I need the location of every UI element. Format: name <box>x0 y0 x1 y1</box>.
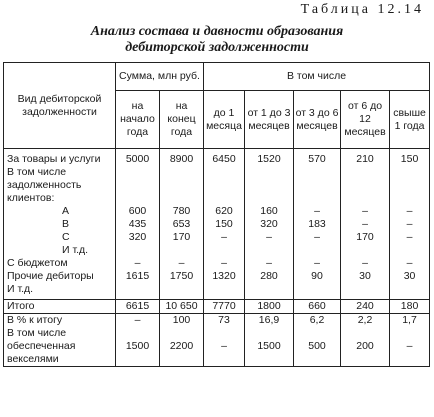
cell-value <box>294 283 341 300</box>
cell-value: 570 <box>294 149 341 167</box>
cell-value: – <box>341 257 390 270</box>
cell-value: 90 <box>294 270 341 283</box>
cell-value: – <box>160 257 204 270</box>
cell-value: 30 <box>390 270 430 283</box>
cell-value: – <box>341 205 390 218</box>
cell-value <box>160 283 204 300</box>
cell-value: 1500 <box>245 327 294 367</box>
table-row <box>4 166 430 205</box>
cell-value: – <box>245 231 294 244</box>
table-title <box>0 24 434 56</box>
title-line-2: дебиторской задолженности <box>125 40 309 55</box>
row-label: В <box>4 218 116 231</box>
cell-value: – <box>390 231 430 244</box>
cell-value: 1615 <box>116 270 160 283</box>
cell-value: 10 650 <box>160 300 204 314</box>
row-label: В том числе задолженность клиентов: <box>4 166 116 205</box>
table-row <box>4 149 430 167</box>
cell-value: 780 <box>160 205 204 218</box>
cell-value: 183 <box>294 218 341 231</box>
header-amount: Сумма, млн руб. <box>116 63 204 91</box>
cell-value: – <box>294 205 341 218</box>
cell-value <box>294 166 341 205</box>
header-year-end: на конец года <box>160 91 204 149</box>
cell-value: 1800 <box>245 300 294 314</box>
cell-value: 16,9 <box>245 314 294 328</box>
cell-value: 6,2 <box>294 314 341 328</box>
cell-value: – <box>245 257 294 270</box>
table-row <box>4 327 430 367</box>
receivables-table <box>3 62 430 367</box>
cell-value: 150 <box>390 149 430 167</box>
cell-value <box>390 166 430 205</box>
table-body <box>4 149 430 367</box>
cell-value: – <box>390 257 430 270</box>
table-row <box>4 218 430 231</box>
header-kind: Вид дебиторской задолженности <box>4 63 116 149</box>
cell-value: 150 <box>204 218 245 231</box>
cell-value: 210 <box>341 149 390 167</box>
cell-value: 170 <box>341 231 390 244</box>
cell-value: 435 <box>116 218 160 231</box>
cell-value: 160 <box>245 205 294 218</box>
cell-value <box>245 244 294 257</box>
cell-value: 240 <box>341 300 390 314</box>
cell-value <box>204 283 245 300</box>
title-line-1: Анализ состава и давности образования <box>90 24 344 39</box>
header-including: В том числе <box>204 63 430 91</box>
cell-value: 6450 <box>204 149 245 167</box>
table-row <box>4 314 430 328</box>
cell-value <box>160 244 204 257</box>
cell-value: – <box>116 314 160 328</box>
cell-value <box>390 283 430 300</box>
header-3-6-months: от 3 до 6 месяцев <box>294 91 341 149</box>
cell-value <box>341 244 390 257</box>
cell-value: 653 <box>160 218 204 231</box>
cell-value: 1750 <box>160 270 204 283</box>
row-label: За товары и услуги <box>4 149 116 167</box>
table-row <box>4 231 430 244</box>
cell-value <box>204 166 245 205</box>
cell-value: 660 <box>294 300 341 314</box>
cell-value: 1520 <box>245 149 294 167</box>
table-row <box>4 270 430 283</box>
cell-value: – <box>390 327 430 367</box>
cell-value: 2200 <box>160 327 204 367</box>
cell-value: 30 <box>341 270 390 283</box>
cell-value <box>204 244 245 257</box>
cell-value: – <box>294 231 341 244</box>
cell-value <box>116 244 160 257</box>
cell-value: 620 <box>204 205 245 218</box>
cell-value: 8900 <box>160 149 204 167</box>
cell-value: 500 <box>294 327 341 367</box>
cell-value <box>390 244 430 257</box>
row-label: И т.д. <box>4 244 116 257</box>
cell-value: 6615 <box>116 300 160 314</box>
cell-value: – <box>294 257 341 270</box>
cell-value <box>116 166 160 205</box>
header-upto-1-month: до 1 месяца <box>204 91 245 149</box>
header-1-3-months: от 1 до 3 месяцев <box>245 91 294 149</box>
cell-value <box>116 283 160 300</box>
table-row <box>4 205 430 218</box>
table-row <box>4 283 430 300</box>
table-row <box>4 257 430 270</box>
cell-value: 170 <box>160 231 204 244</box>
row-label: С <box>4 231 116 244</box>
cell-value: 600 <box>116 205 160 218</box>
cell-value: 100 <box>160 314 204 328</box>
cell-value: 1,7 <box>390 314 430 328</box>
cell-value: 320 <box>245 218 294 231</box>
cell-value: 180 <box>390 300 430 314</box>
cell-value: 200 <box>341 327 390 367</box>
cell-value: – <box>390 218 430 231</box>
row-label: В том числе обеспеченная векселями <box>4 327 116 367</box>
cell-value: – <box>341 218 390 231</box>
cell-value <box>245 166 294 205</box>
cell-value: 73 <box>204 314 245 328</box>
row-label: И т.д. <box>4 283 116 300</box>
header-over-1-year: свыше 1 года <box>390 91 430 149</box>
cell-value: 280 <box>245 270 294 283</box>
cell-value: 1320 <box>204 270 245 283</box>
row-label: С бюджетом <box>4 257 116 270</box>
cell-value: – <box>204 231 245 244</box>
cell-value <box>341 166 390 205</box>
table-row <box>4 244 430 257</box>
cell-value: – <box>204 327 245 367</box>
cell-value <box>160 166 204 205</box>
cell-value: – <box>204 257 245 270</box>
cell-value: 7770 <box>204 300 245 314</box>
table-number: Таблица 12.14 <box>300 2 424 17</box>
cell-value: 5000 <box>116 149 160 167</box>
table-row <box>4 300 430 314</box>
cell-value: 1500 <box>116 327 160 367</box>
cell-value: – <box>390 205 430 218</box>
header-6-12-months: от 6 до 12 месяцев <box>341 91 390 149</box>
cell-value <box>294 244 341 257</box>
header-year-start: на начало года <box>116 91 160 149</box>
row-label: Итого <box>4 300 116 314</box>
row-label: Прочие дебиторы <box>4 270 116 283</box>
cell-value: 2,2 <box>341 314 390 328</box>
cell-value: – <box>116 257 160 270</box>
cell-value <box>341 283 390 300</box>
row-label: А <box>4 205 116 218</box>
row-label: В % к итогу <box>4 314 116 328</box>
cell-value: 320 <box>116 231 160 244</box>
cell-value <box>245 283 294 300</box>
